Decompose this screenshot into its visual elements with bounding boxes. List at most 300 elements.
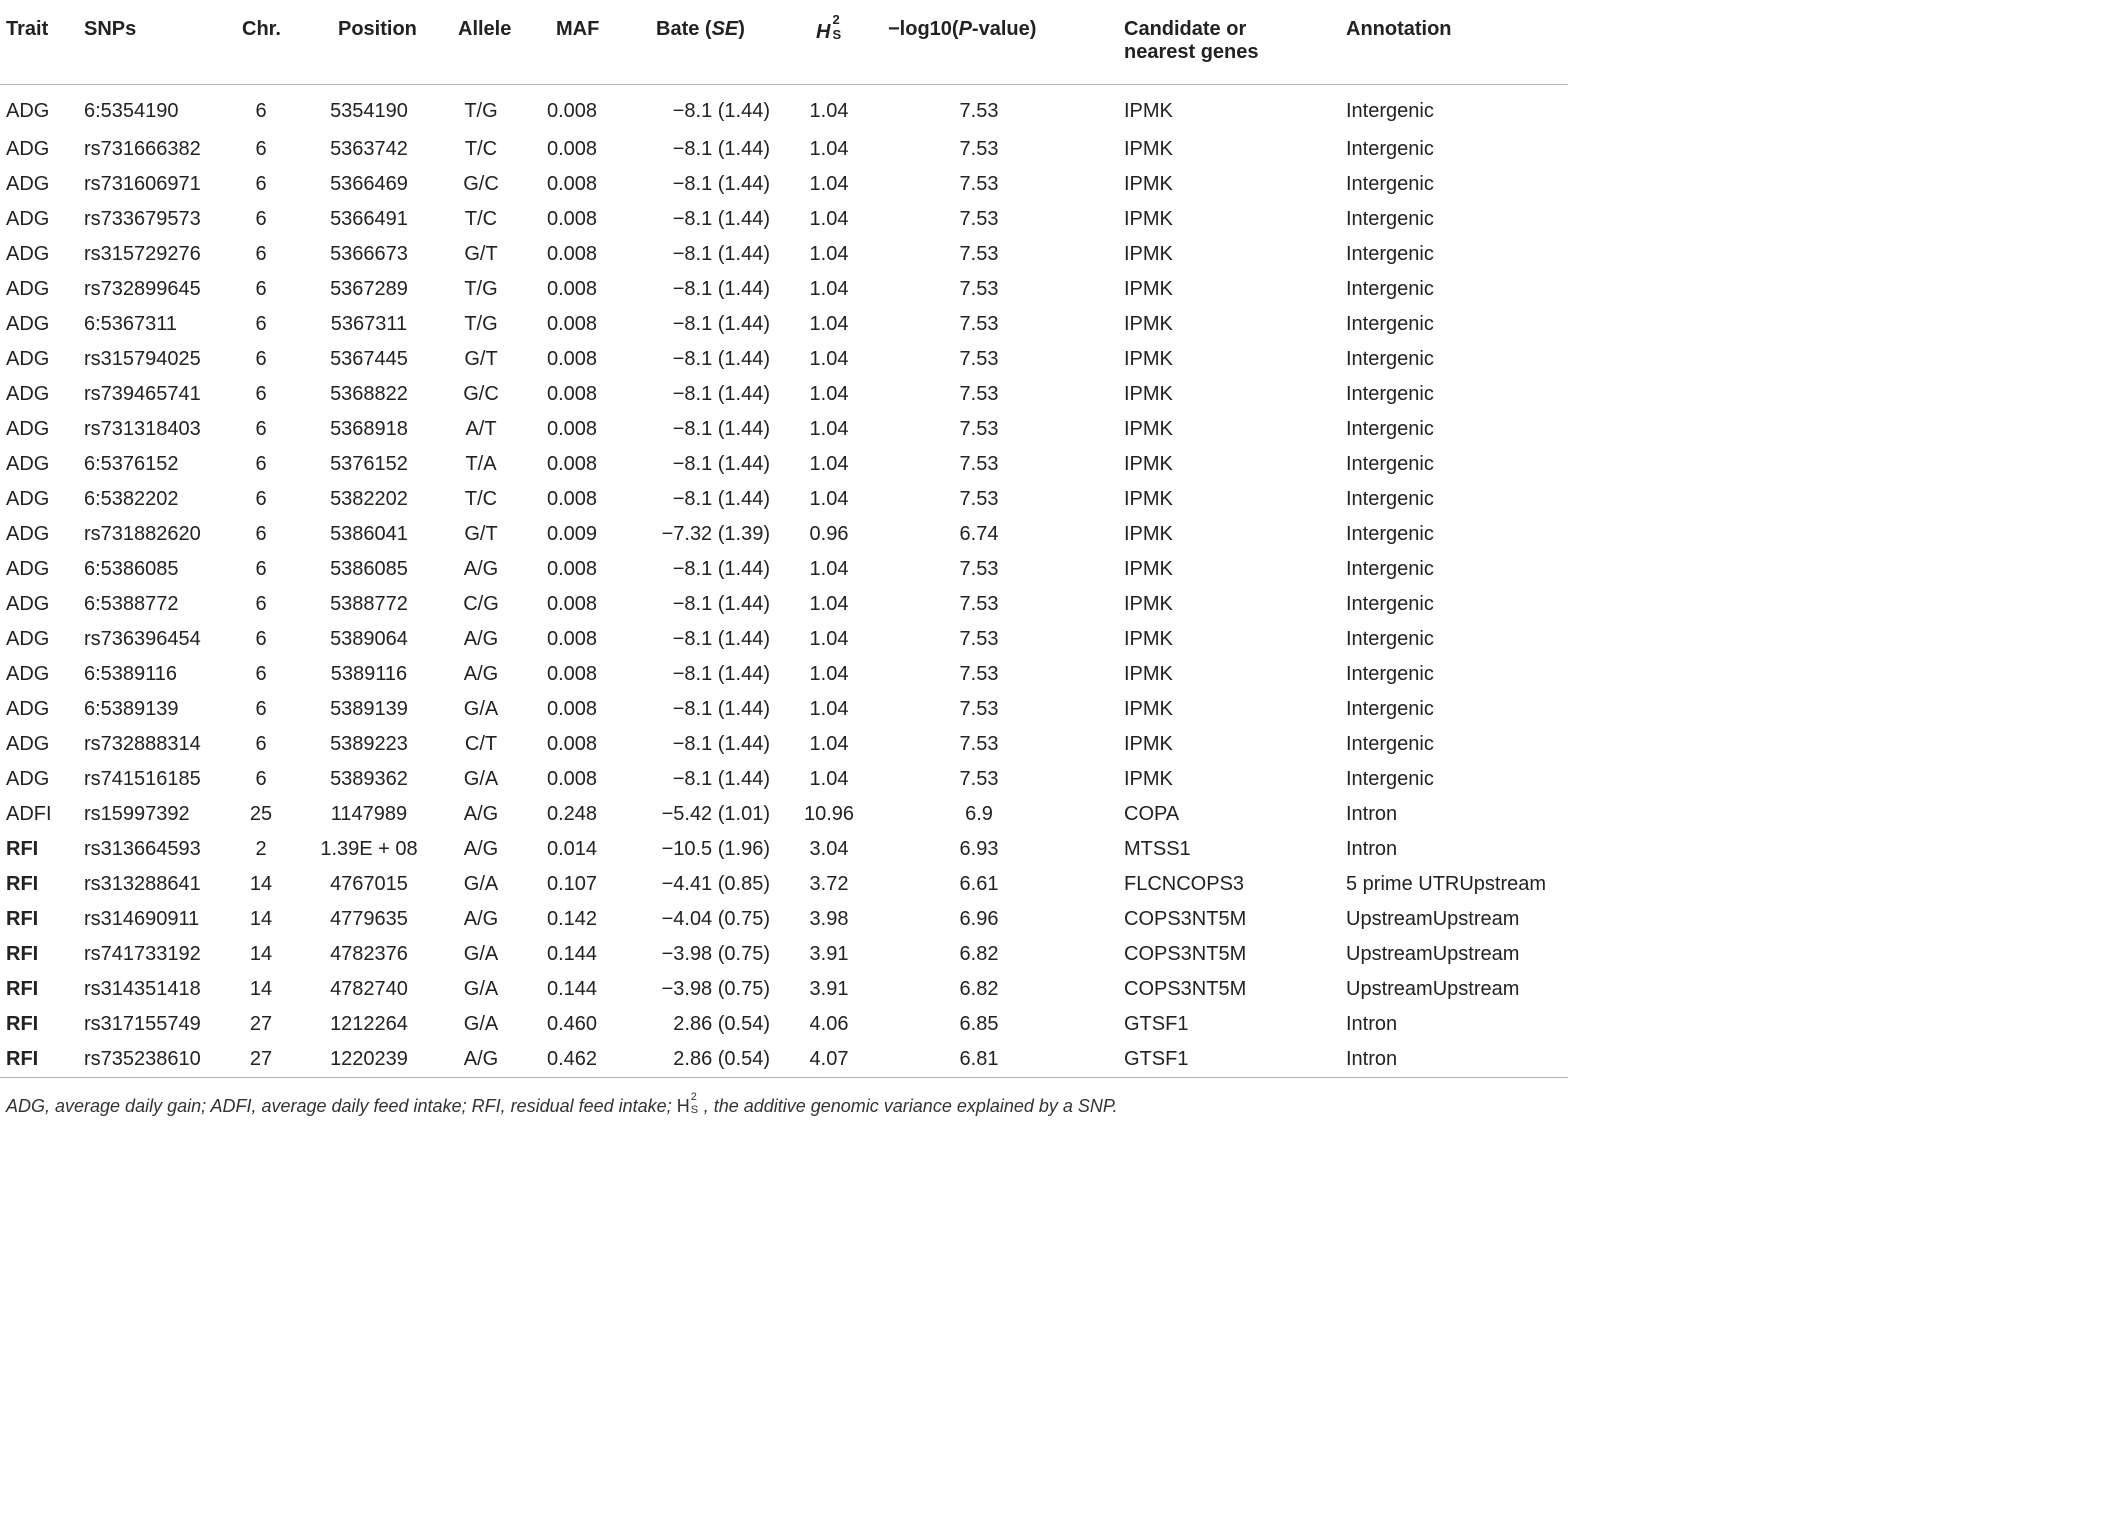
table-row bbox=[0, 937, 1568, 972]
cell-annotation: Intergenic bbox=[1346, 522, 1434, 545]
cell-maf: 0.008 bbox=[546, 207, 598, 230]
cell-beta: −8.1 (1.44) bbox=[672, 732, 770, 755]
cell-trait: ADG bbox=[6, 382, 50, 405]
cell-gene: IPMK bbox=[1124, 732, 1173, 755]
cell-allele: C/T bbox=[464, 732, 498, 755]
cell-gene: IPMK bbox=[1124, 627, 1173, 650]
cell-snp: rs314690911 bbox=[84, 907, 200, 930]
cell-annotation: UpstreamUpstream bbox=[1346, 977, 1520, 1000]
cell-annotation: UpstreamUpstream bbox=[1346, 942, 1520, 965]
cell-snp: rs735238610 bbox=[84, 1042, 240, 1078]
cell-gene: IPMK bbox=[1124, 99, 1173, 122]
cell-allele: G/A bbox=[463, 977, 499, 1000]
cell-position: 5389362 bbox=[330, 767, 408, 790]
cell-allele: A/G bbox=[463, 802, 499, 825]
cell-beta: −8.1 (1.44) bbox=[672, 277, 770, 300]
cell-annotation: Intergenic bbox=[1346, 592, 1434, 615]
table-row bbox=[0, 972, 1568, 1007]
cell-h2s: 1.04 bbox=[809, 207, 849, 230]
cell-chr: 6 bbox=[255, 662, 267, 685]
cell-h2s: 3.98 bbox=[809, 907, 849, 930]
cell-position: 5388772 bbox=[330, 592, 408, 615]
cell-position: 5366469 bbox=[330, 172, 408, 195]
cell-allele: A/G bbox=[463, 837, 499, 860]
cell-beta: −3.98 (0.75) bbox=[661, 977, 770, 1000]
cell-beta: −8.1 (1.44) bbox=[672, 382, 770, 405]
cell-logp: 7.53 bbox=[959, 697, 999, 720]
cell-maf: 0.008 bbox=[546, 592, 598, 615]
cell-snp: 6:5388772 bbox=[84, 592, 179, 615]
cell-position: 5389223 bbox=[330, 732, 408, 755]
cell-annotation: Intergenic bbox=[1346, 732, 1434, 755]
cell-snp: rs733679573 bbox=[84, 207, 201, 230]
cell-allele: G/A bbox=[463, 1012, 499, 1035]
cell-chr: 6 bbox=[255, 277, 267, 300]
cell-logp: 6.96 bbox=[959, 907, 999, 930]
cell-trait: ADG bbox=[6, 767, 50, 790]
header-logp bbox=[870, 8, 1124, 84]
header-row bbox=[0, 8, 1568, 84]
cell-position: 4779635 bbox=[330, 907, 408, 930]
cell-beta: −8.1 (1.44) bbox=[672, 592, 770, 615]
cell-snp: rs732888314 bbox=[84, 732, 201, 755]
cell-h2s: 1.04 bbox=[809, 172, 849, 195]
header-beta-prefix: Bate ( bbox=[656, 18, 712, 40]
table-row bbox=[0, 377, 1568, 412]
cell-allele: G/A bbox=[463, 697, 499, 720]
cell-h2s: 1.04 bbox=[809, 732, 849, 755]
header-logp-p: P bbox=[958, 18, 972, 40]
cell-h2s: 1.04 bbox=[809, 137, 849, 160]
cell-gene: IPMK bbox=[1124, 417, 1173, 440]
cell-beta: −8.1 (1.44) bbox=[672, 99, 770, 122]
cell-maf: 0.008 bbox=[546, 732, 598, 755]
cell-maf: 0.008 bbox=[546, 417, 598, 440]
cell-maf: 0.248 bbox=[546, 802, 598, 825]
cell-h2s: 1.04 bbox=[809, 627, 849, 650]
cell-trait: ADG bbox=[6, 172, 50, 195]
table-row bbox=[0, 867, 1568, 902]
cell-snp: rs313664593 bbox=[84, 837, 201, 860]
cell-chr: 14 bbox=[249, 942, 273, 965]
cell-logp: 6.81 bbox=[870, 1042, 1124, 1078]
table-row bbox=[0, 692, 1568, 727]
cell-maf: 0.008 bbox=[546, 697, 598, 720]
cell-chr: 6 bbox=[255, 592, 267, 615]
cell-trait: RFI bbox=[6, 977, 39, 1000]
cell-maf: 0.008 bbox=[546, 452, 598, 475]
cell-snp: rs315794025 bbox=[84, 347, 201, 370]
cell-annotation: Intron bbox=[1346, 837, 1398, 860]
cell-annotation: Intergenic bbox=[1346, 767, 1434, 790]
cell-trait: RFI bbox=[6, 907, 39, 930]
cell-snp: 6:5376152 bbox=[84, 452, 179, 475]
cell-annotation: Intergenic bbox=[1346, 662, 1434, 685]
header-annotation: Annotation bbox=[1346, 8, 1568, 84]
cell-h2s: 1.04 bbox=[809, 277, 849, 300]
cell-allele: G/T bbox=[464, 522, 498, 545]
cell-chr: 25 bbox=[249, 802, 273, 825]
cell-trait: ADG bbox=[6, 592, 50, 615]
cell-allele: T/G bbox=[464, 99, 498, 122]
cell-position: 5367445 bbox=[330, 347, 408, 370]
cell-logp: 7.53 bbox=[959, 417, 999, 440]
cell-allele: C/G bbox=[463, 592, 499, 615]
cell-h2s: 1.04 bbox=[809, 592, 849, 615]
cell-beta: −8.1 (1.44) bbox=[672, 627, 770, 650]
cell-allele: A/G bbox=[463, 907, 499, 930]
table-row bbox=[0, 1042, 1568, 1078]
header-snps: SNPs bbox=[84, 8, 240, 84]
footnote-after: , the additive genomic variance explained by a SNP. bbox=[703, 1096, 1118, 1116]
cell-gene: IPMK bbox=[1124, 137, 1173, 160]
cell-maf: 0.142 bbox=[546, 907, 598, 930]
cell-maf: 0.144 bbox=[546, 977, 598, 1000]
cell-annotation: 5 prime UTRUpstream bbox=[1346, 872, 1547, 895]
cell-trait: ADG bbox=[6, 277, 50, 300]
table-body bbox=[0, 84, 1568, 1077]
cell-annotation: Intergenic bbox=[1346, 452, 1434, 475]
cell-logp: 7.53 bbox=[959, 137, 999, 160]
cell-beta: −8.1 (1.44) bbox=[672, 172, 770, 195]
cell-gene: IPMK bbox=[1124, 487, 1173, 510]
cell-chr: 6 bbox=[255, 382, 267, 405]
cell-logp: 6.85 bbox=[959, 1012, 999, 1035]
header-genes-line1: Candidate or bbox=[1124, 18, 1247, 40]
table-row bbox=[0, 272, 1568, 307]
cell-snp: 6:5389139 bbox=[84, 697, 179, 720]
cell-chr: 2 bbox=[255, 837, 267, 860]
cell-chr: 27 bbox=[249, 1012, 273, 1035]
cell-beta: −8.1 (1.44) bbox=[672, 767, 770, 790]
cell-maf: 0.008 bbox=[546, 557, 598, 580]
header-beta-se: SE bbox=[711, 18, 739, 40]
header-h2s-sup: 2 bbox=[832, 12, 840, 27]
cell-gene: COPA bbox=[1124, 802, 1180, 825]
cell-logp: 7.53 bbox=[959, 99, 999, 122]
cell-chr: 14 bbox=[249, 977, 273, 1000]
table-row bbox=[0, 132, 1568, 167]
footnote-before: ADG, average daily gain; ADFI, average daily feed intake; RFI, residual feed intake; bbox=[6, 1096, 677, 1116]
cell-maf: 0.008 bbox=[546, 347, 598, 370]
cell-snp: rs731666382 bbox=[84, 137, 201, 160]
cell-snp: 6:5386085 bbox=[84, 557, 179, 580]
header-h2s-sub: S bbox=[832, 27, 842, 42]
cell-annotation: Intron bbox=[1346, 1012, 1398, 1035]
cell-annotation: Intergenic bbox=[1346, 99, 1434, 122]
cell-gene: IPMK bbox=[1124, 557, 1173, 580]
cell-position: 5367289 bbox=[330, 277, 408, 300]
cell-logp: 7.53 bbox=[959, 312, 999, 335]
table-row bbox=[0, 587, 1568, 622]
header-logp-prefix: −log10( bbox=[888, 18, 959, 40]
cell-h2s: 1.04 bbox=[809, 557, 849, 580]
cell-position: 5354190 bbox=[330, 99, 408, 122]
cell-h2s: 10.96 bbox=[803, 802, 855, 825]
cell-gene: IPMK bbox=[1124, 382, 1173, 405]
cell-position: 5389116 bbox=[330, 662, 408, 685]
cell-h2s: 0.96 bbox=[809, 522, 849, 545]
cell-trait: ADG bbox=[6, 627, 50, 650]
cell-trait: ADFI bbox=[6, 802, 52, 825]
cell-allele: T/C bbox=[464, 137, 498, 160]
cell-annotation: Intergenic bbox=[1346, 557, 1434, 580]
cell-h2s: 1.04 bbox=[809, 417, 849, 440]
cell-maf: 0.008 bbox=[546, 662, 598, 685]
cell-chr: 6 bbox=[255, 487, 267, 510]
cell-h2s: 1.04 bbox=[809, 487, 849, 510]
cell-logp: 6.93 bbox=[959, 837, 999, 860]
header-chr-text: Chr. bbox=[242, 18, 281, 40]
cell-chr: 6 bbox=[255, 172, 267, 195]
header-beta bbox=[616, 8, 788, 84]
table-row bbox=[0, 657, 1568, 692]
cell-beta: −3.98 (0.75) bbox=[661, 942, 770, 965]
cell-trait: ADG bbox=[6, 487, 50, 510]
cell-position: 5389064 bbox=[330, 627, 408, 650]
cell-maf: 0.008 bbox=[546, 627, 598, 650]
cell-logp: 6.82 bbox=[959, 977, 999, 1000]
cell-gene: IPMK bbox=[1124, 522, 1173, 545]
cell-annotation: Intergenic bbox=[1346, 242, 1434, 265]
table-row bbox=[0, 1007, 1568, 1042]
cell-logp: 7.53 bbox=[959, 767, 999, 790]
cell-annotation: Intergenic bbox=[1346, 277, 1434, 300]
cell-logp: 7.53 bbox=[959, 592, 999, 615]
footnote-h-sup: 2 bbox=[690, 1091, 697, 1103]
footnote-h-base: H bbox=[676, 1096, 690, 1116]
table-row bbox=[0, 902, 1568, 937]
cell-snp: rs313288641 bbox=[84, 872, 201, 895]
header-logp-suffix: -value) bbox=[971, 18, 1037, 40]
cell-gene: IPMK bbox=[1124, 662, 1173, 685]
cell-logp: 7.53 bbox=[959, 487, 999, 510]
cell-chr: 6 bbox=[255, 697, 267, 720]
cell-logp: 7.53 bbox=[959, 277, 999, 300]
cell-maf: 0.008 bbox=[546, 382, 598, 405]
cell-snp: rs317155749 bbox=[84, 1012, 201, 1035]
cell-h2s: 1.04 bbox=[809, 662, 849, 685]
cell-trait: ADG bbox=[6, 662, 50, 685]
cell-chr: 6 bbox=[255, 312, 267, 335]
table-row bbox=[0, 447, 1568, 482]
cell-allele: T/G bbox=[464, 277, 498, 300]
table-row bbox=[0, 342, 1568, 377]
cell-trait: RFI bbox=[6, 1012, 39, 1035]
cell-gene: IPMK bbox=[1124, 347, 1173, 370]
cell-snp: rs731606971 bbox=[84, 172, 201, 195]
cell-snp: rs732899645 bbox=[84, 277, 201, 300]
header-chr bbox=[240, 8, 304, 84]
cell-logp: 6.61 bbox=[959, 872, 999, 895]
cell-maf: 0.144 bbox=[546, 942, 598, 965]
cell-maf: 0.008 bbox=[546, 172, 598, 195]
cell-allele: T/C bbox=[464, 487, 498, 510]
cell-annotation: Intergenic bbox=[1346, 697, 1434, 720]
cell-position: 5386085 bbox=[330, 557, 408, 580]
cell-h2s: 1.04 bbox=[809, 312, 849, 335]
cell-chr: 6 bbox=[255, 732, 267, 755]
table-row bbox=[0, 202, 1568, 237]
cell-gene: MTSS1 bbox=[1124, 837, 1191, 860]
table-row bbox=[0, 167, 1568, 202]
cell-gene: IPMK bbox=[1124, 697, 1173, 720]
cell-maf: 0.014 bbox=[546, 837, 598, 860]
cell-allele: A/G bbox=[463, 662, 499, 685]
cell-chr: 6 bbox=[255, 417, 267, 440]
cell-chr: 6 bbox=[255, 137, 267, 160]
cell-chr: 6 bbox=[255, 242, 267, 265]
cell-allele: G/A bbox=[463, 767, 499, 790]
header-h2s bbox=[788, 8, 870, 84]
cell-beta: −8.1 (1.44) bbox=[672, 557, 770, 580]
cell-beta: −8.1 (1.44) bbox=[672, 452, 770, 475]
cell-gene: IPMK bbox=[1124, 452, 1173, 475]
cell-beta: −8.1 (1.44) bbox=[672, 417, 770, 440]
cell-gene: IPMK bbox=[1124, 172, 1173, 195]
cell-snp: 6:5367311 bbox=[84, 312, 178, 335]
footnote-h-scripts bbox=[690, 1091, 704, 1116]
cell-beta: −10.5 (1.96) bbox=[661, 837, 770, 860]
cell-trait: ADG bbox=[6, 417, 50, 440]
cell-gene: GTSF1 bbox=[1124, 1012, 1189, 1035]
cell-position: 4782740 bbox=[330, 977, 408, 1000]
cell-position: 5366491 bbox=[330, 207, 408, 230]
table-footnote bbox=[6, 1091, 1118, 1117]
header-trait: Trait bbox=[0, 8, 84, 84]
cell-allele: G/A bbox=[463, 872, 499, 895]
cell-gene: IPMK bbox=[1124, 207, 1173, 230]
cell-h2s: 1.04 bbox=[809, 99, 849, 122]
cell-beta: −8.1 (1.44) bbox=[672, 312, 770, 335]
cell-trait: RFI bbox=[6, 872, 39, 895]
cell-maf: 0.008 bbox=[546, 137, 598, 160]
table-row bbox=[0, 517, 1568, 552]
cell-annotation: Intergenic bbox=[1346, 312, 1434, 335]
cell-allele: T/A bbox=[465, 452, 497, 475]
header-genes bbox=[1124, 8, 1346, 84]
cell-h2s: 3.91 bbox=[809, 942, 849, 965]
cell-position: 5366673 bbox=[330, 242, 408, 265]
header-h2s-scripts bbox=[830, 12, 852, 42]
cell-annotation: Intron bbox=[1346, 802, 1398, 825]
cell-trait: ADG bbox=[6, 452, 50, 475]
cell-annotation: Intergenic bbox=[1346, 172, 1434, 195]
cell-h2s: 4.06 bbox=[809, 1012, 849, 1035]
cell-h2s: 1.04 bbox=[809, 382, 849, 405]
cell-h2s: 3.91 bbox=[809, 977, 849, 1000]
cell-h2s: 1.04 bbox=[809, 697, 849, 720]
cell-snp: 6:5389116 bbox=[84, 662, 178, 685]
table-row bbox=[0, 412, 1568, 447]
cell-annotation: Intergenic bbox=[1346, 347, 1434, 370]
cell-logp: 6.9 bbox=[965, 802, 993, 825]
cell-logp: 7.53 bbox=[959, 382, 999, 405]
table-row bbox=[0, 797, 1568, 832]
cell-snp: rs314351418 bbox=[84, 977, 201, 1000]
cell-snp: rs739465741 bbox=[84, 382, 201, 405]
cell-h2s: 1.04 bbox=[809, 767, 849, 790]
cell-logp: 7.53 bbox=[959, 242, 999, 265]
cell-beta: −8.1 (1.44) bbox=[672, 242, 770, 265]
cell-trait: ADG bbox=[6, 207, 50, 230]
cell-gene: IPMK bbox=[1124, 277, 1173, 300]
cell-logp: 7.53 bbox=[959, 172, 999, 195]
cell-logp: 7.53 bbox=[959, 557, 999, 580]
cell-position: 5382202 bbox=[330, 487, 408, 510]
cell-trait: RFI bbox=[6, 837, 39, 860]
cell-beta: 2.86 (0.54) bbox=[616, 1042, 788, 1078]
cell-beta: −7.32 (1.39) bbox=[661, 522, 770, 545]
cell-maf: 0.460 bbox=[546, 1012, 598, 1035]
cell-logp: 7.53 bbox=[959, 662, 999, 685]
cell-logp: 7.53 bbox=[959, 207, 999, 230]
header-genes-line2: nearest genes bbox=[1124, 41, 1259, 63]
cell-position: 1220239 bbox=[304, 1042, 434, 1078]
cell-logp: 7.53 bbox=[959, 347, 999, 370]
cell-snp: rs315729276 bbox=[84, 242, 201, 265]
cell-position: 1147989 bbox=[330, 802, 408, 825]
cell-logp: 7.53 bbox=[959, 627, 999, 650]
cell-trait: ADG bbox=[6, 347, 50, 370]
cell-position: 4767015 bbox=[330, 872, 408, 895]
cell-allele: A/T bbox=[465, 417, 497, 440]
cell-h2s: 1.04 bbox=[809, 242, 849, 265]
cell-position: 5367311 bbox=[330, 312, 408, 335]
cell-beta: −5.42 (1.01) bbox=[661, 802, 770, 825]
table-row bbox=[0, 762, 1568, 797]
cell-annotation: Intergenic bbox=[1346, 137, 1434, 160]
cell-chr: 27 bbox=[240, 1042, 304, 1078]
cell-chr: 6 bbox=[255, 452, 267, 475]
cell-maf: 0.008 bbox=[546, 277, 598, 300]
cell-allele: G/C bbox=[463, 382, 499, 405]
cell-gene: IPMK bbox=[1124, 592, 1173, 615]
cell-gene: COPS3NT5M bbox=[1124, 977, 1247, 1000]
cell-chr: 14 bbox=[249, 907, 273, 930]
cell-trait: RFI bbox=[0, 1042, 84, 1078]
table-row bbox=[0, 307, 1568, 342]
cell-snp: rs731318403 bbox=[84, 417, 201, 440]
cell-snp: rs731882620 bbox=[84, 522, 201, 545]
cell-position: 5363742 bbox=[330, 137, 408, 160]
cell-chr: 6 bbox=[255, 99, 267, 122]
cell-chr: 6 bbox=[255, 522, 267, 545]
cell-allele: T/G bbox=[464, 312, 498, 335]
cell-snp: rs15997392 bbox=[84, 802, 190, 825]
cell-annotation: Intergenic bbox=[1346, 207, 1434, 230]
cell-maf: 0.008 bbox=[546, 487, 598, 510]
cell-beta: 2.86 (0.54) bbox=[673, 1012, 770, 1035]
cell-trait: ADG bbox=[6, 137, 50, 160]
cell-beta: −8.1 (1.44) bbox=[672, 662, 770, 685]
cell-position: 5368918 bbox=[330, 417, 408, 440]
cell-h2s: 4.07 bbox=[788, 1042, 870, 1078]
cell-beta: −8.1 (1.44) bbox=[672, 697, 770, 720]
cell-annotation: Intergenic bbox=[1346, 382, 1434, 405]
cell-trait: ADG bbox=[6, 697, 50, 720]
cell-snp: 6:5382202 bbox=[84, 487, 179, 510]
cell-trait: ADG bbox=[6, 732, 50, 755]
cell-maf: 0.462 bbox=[528, 1042, 616, 1078]
cell-position: 5368822 bbox=[330, 382, 408, 405]
header-position: Position bbox=[304, 8, 434, 84]
table-row bbox=[0, 622, 1568, 657]
table-row bbox=[0, 552, 1568, 587]
cell-allele: T/C bbox=[464, 207, 498, 230]
cell-chr: 6 bbox=[255, 207, 267, 230]
cell-allele: G/C bbox=[463, 172, 499, 195]
